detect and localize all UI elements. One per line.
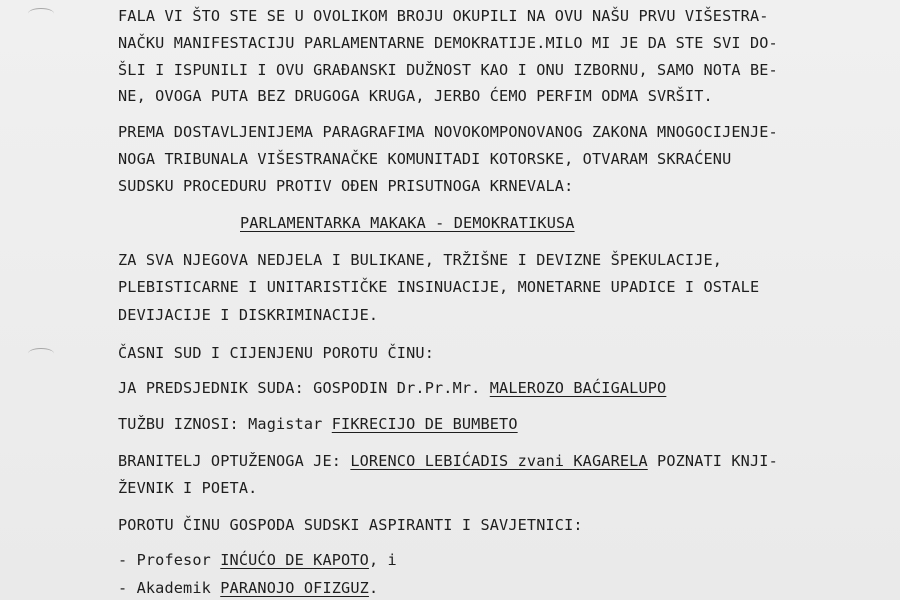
judge-prefix: JA PREDSJEDNIK SUDA: GOSPODIN Dr.Pr.Mr. [118,379,490,397]
intro-line: NAČKU MANIFESTACIJU PARLAMENTARNE DEMOKRATIJE.MILO MI JE DA STE SVI DO- [118,34,778,52]
charges-line: PLEBISTICARNE I UNITARISTIČKE INSINUACIJE, MONETARNE UPADICE I OSTALE [118,278,760,296]
punch-hole-mark [28,348,54,359]
accused-title [240,213,575,233]
jury-member [118,578,378,598]
jury-member-suffix: , i [368,551,397,569]
jury-member-name: PARANOJO OFIZGUZ [220,579,369,597]
punch-hole-mark [28,8,54,19]
proceedings-line: NOGA TRIBUNALA VIŠESTRANAČKE KOMUNITADI KOTORSKE, OTVARAM SKRAĆENU [118,150,732,168]
intro-line: ŠLI I ISPUNILI I OVU GRAĐANSKI DUŽNOST KAO I ONU IZBORNU, SAMO NOTA BE- [118,61,778,79]
proceedings-line: SUDSKU PROCEDURU PROTIV OĐEN PRISUTNOGA KRNEVALA: [118,177,574,195]
jury-member-name: INĆUĆO DE KAPOTO [220,551,369,569]
prosecutor-line [118,414,518,434]
defender-line [118,451,778,471]
defender-line-2: ŽEVNIK I POETA. [118,479,258,497]
defender-name: LORENCO LEBIĆADIS zvani KAGARELA [350,452,648,470]
jury-member-prefix: - Profesor [118,551,221,569]
intro-line: NE, OVOGA PUTA BEZ DRUGOGA KRUGA, JERBO ĆEMO PERFIM ODMA SVRŠIT. [118,87,713,105]
prosecutor-name: FIKRECIJO DE BUMBETO [331,415,518,433]
jury-member-prefix: - Akademik [118,579,221,597]
charges-line: DEVIJACIJE I DISKRIMINACIJE. [118,306,379,324]
judge-line [118,378,666,398]
defender-prefix: BRANITELJ OPTUŽENOGA JE: [118,452,351,470]
prosecutor-prefix: TUŽBU IZNOSI: Magistar [118,415,332,433]
defender-suffix: POZNATI KNJI- [647,452,778,470]
court-intro: ČASNI SUD I CIJENJENU POROTU ČINU: [118,344,434,362]
judge-name: MALEROZO BAĆIGALUPO [489,379,667,397]
intro-line: FALA VI ŠTO STE SE U OVOLIKOM BROJU OKUPILI NA OVU NAŠU PRVU VIŠESTRA- [118,7,769,25]
jury-member-suffix: . [368,579,379,597]
jury-member [118,550,397,570]
jury-intro: POROTU ČINU GOSPODA SUDSKI ASPIRANTI I SAVJETNICI: [118,516,583,534]
charges-line: ZA SVA NJEGOVA NEDJELA I BULIKANE, TRŽIŠNE I DEVIZNE ŠPEKULACIJE, [118,251,723,269]
accused-title-text: PARLAMENTARKA MAKAKA - DEMOKRATIKUSA [240,214,575,232]
proceedings-line: PREMA DOSTAVLJENIJEMA PARAGRAFIMA NOVOKOMPONOVANOG ZAKONA MNOGOCIJENJE- [118,123,778,141]
